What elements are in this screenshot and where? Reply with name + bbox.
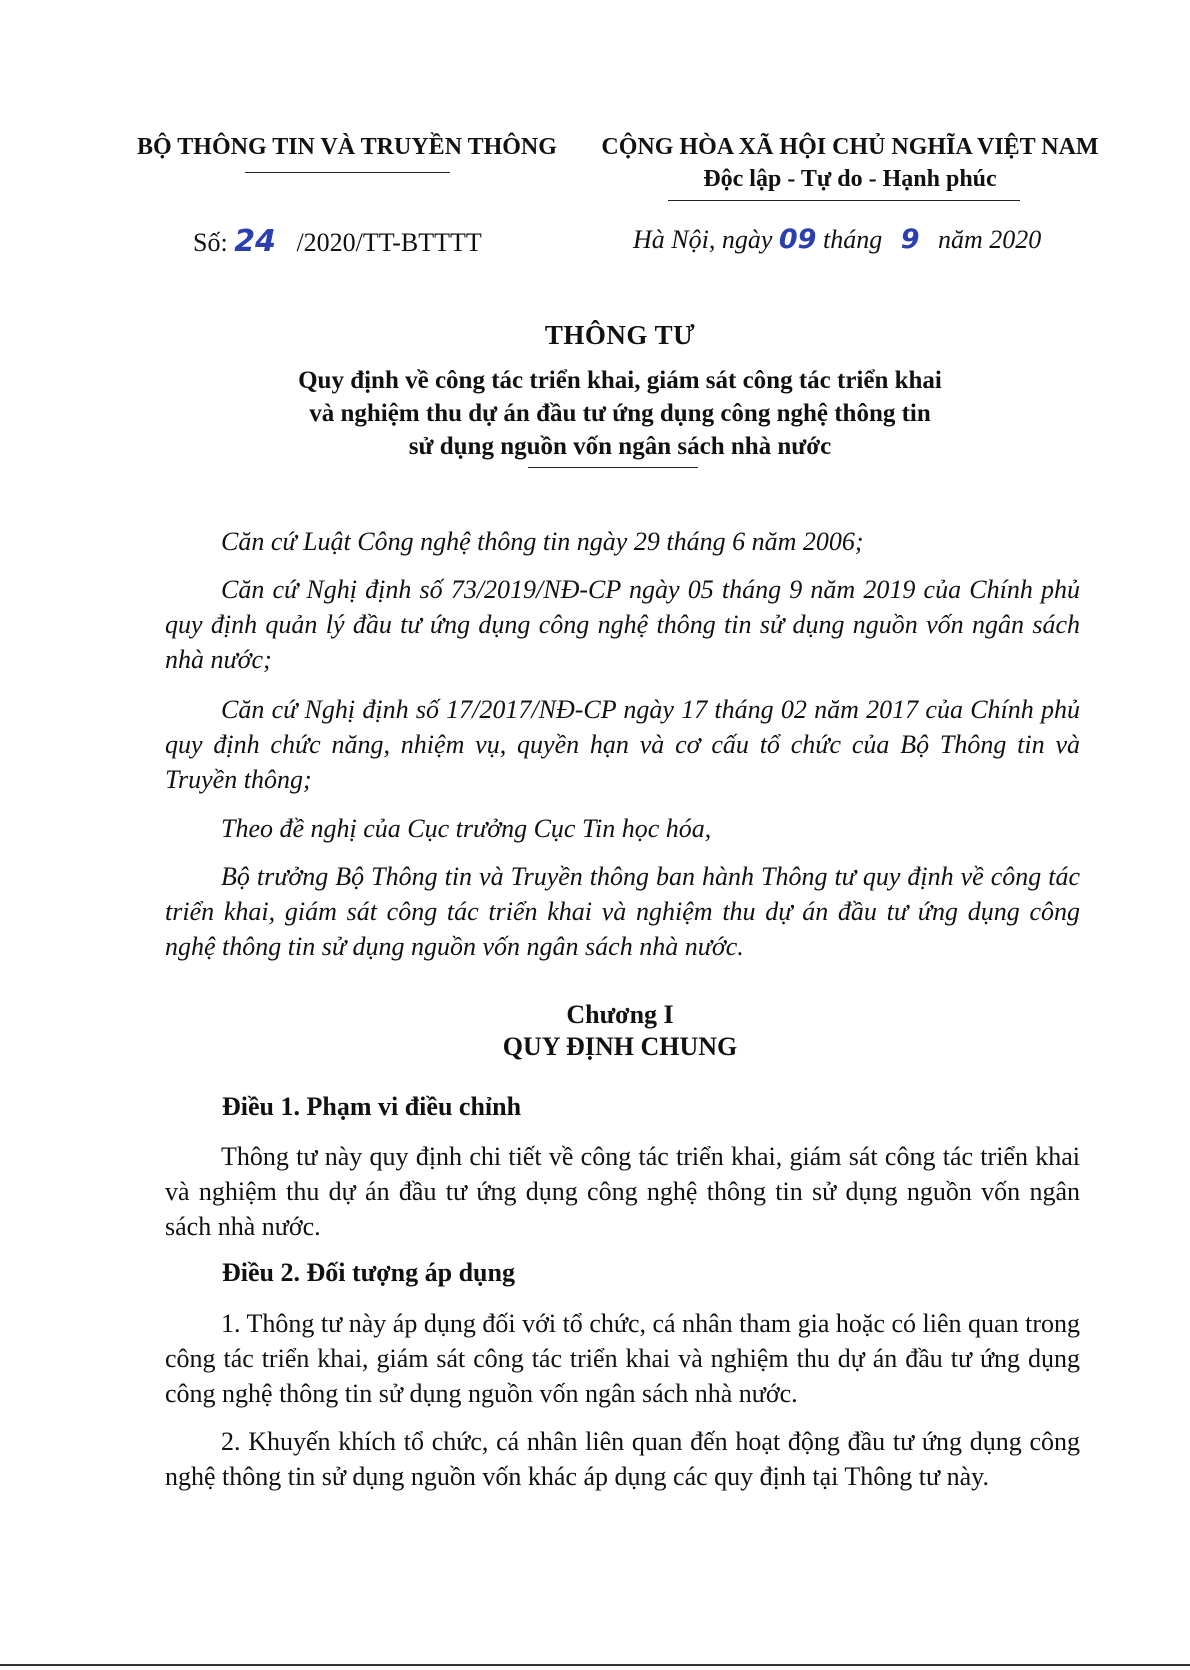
article-paragraph: 1. Thông tư này áp dụng đối với tổ chức, cá nhân tham gia hoặc có liên quan trong công tác triển khai, giám sát công tác triển khai và nghiệm thu dự án đầu tư ứng dụng công nghệ thông tin sử dụng nguồn vốn ngân sách nhà nước.: [165, 1309, 1080, 1408]
chapter-label: Chương I: [566, 1000, 674, 1029]
issue-date: [633, 224, 1041, 255]
date-day-handwritten: 09: [778, 224, 817, 255]
date-year: năm 2020: [938, 225, 1042, 254]
subtitle-line: và nghiệm thu dự án đầu tư ứng dụng công nghệ thông tin: [309, 400, 931, 427]
doc-number-prefix: Số:: [193, 228, 228, 257]
preamble-paragraph: Theo đề nghị của Cục trưởng Cục Tin học hóa,: [221, 814, 712, 843]
ministry-name: BỘ THÔNG TIN VÀ TRUYỀN THÔNG: [137, 134, 557, 160]
preamble-paragraph: Bộ trưởng Bộ Thông tin và Truyền thông ban hành Thông tư quy định về công tác triển khai, giám sát công tác triển khai và nghiệm thu dự án đầu tư ứng dụng công nghệ thông tin sử dụng nguồn vốn ngân sách nhà nước.: [165, 862, 1080, 961]
chapter-name: QUY ĐỊNH CHUNG: [502, 1032, 738, 1061]
motto-underline: [668, 200, 1020, 201]
preamble-paragraph: Căn cứ Nghị định số 73/2019/NĐ-CP ngày 05 tháng 9 năm 2019 của Chính phủ quy định quản lý đầu tư ứng dụng công nghệ thông tin sử dụng nguồn vốn ngân sách nhà nước;: [165, 575, 1080, 674]
article-paragraph: Thông tư này quy định chi tiết về công tác triển khai, giám sát công tác triển khai và nghiệm thu dự án đầu tư ứng dụng công nghệ thông tin sử dụng nguồn vốn ngân sách nhà nước.: [165, 1142, 1080, 1241]
subtitle-line: sử dụng nguồn vốn ngân sách nhà nước: [408, 433, 832, 460]
country-name: CỘNG HÒA XÃ HỘI CHỦ NGHĨA VIỆT NAM: [601, 134, 1099, 160]
page-bottom-edge: [0, 1664, 1190, 1666]
preamble-paragraph: Căn cứ Nghị định số 17/2017/NĐ-CP ngày 17 tháng 02 năm 2017 của Chính phủ quy định chức năng, nhiệm vụ, quyền hạn và cơ cấu tổ chức của Bộ Thông tin và Truyền thông;: [165, 695, 1080, 794]
doc-number-suffix: /2020/TT-BTTTT: [296, 228, 482, 257]
subtitle-underline: [528, 467, 698, 468]
subtitle-line: Quy định về công tác triển khai, giám sát công tác triển khai: [298, 367, 942, 394]
document-subtitle: [0, 364, 1190, 463]
date-month-handwritten: 9: [900, 224, 920, 255]
doc-number-handwritten: 24: [234, 224, 276, 259]
date-month-label: tháng: [822, 225, 883, 254]
ministry-underline: [245, 172, 450, 173]
date-place: Hà Nội, ngày: [633, 225, 773, 254]
article-heading: Điều 2. Đối tượng áp dụng: [222, 1258, 515, 1287]
national-motto: Độc lập - Tự do - Hạnh phúc: [703, 166, 997, 192]
article-paragraph: 2. Khuyến khích tổ chức, cá nhân liên quan đến hoạt động đầu tư ứng dụng công nghệ thông tin sử dụng nguồn vốn khác áp dụng các quy định tại Thông tư này.: [165, 1427, 1080, 1491]
article-heading: Điều 1. Phạm vi điều chỉnh: [222, 1092, 522, 1121]
document-title: THÔNG TƯ: [544, 320, 696, 350]
preamble-paragraph: Căn cứ Luật Công nghệ thông tin ngày 29 tháng 6 năm 2006;: [221, 527, 864, 556]
document-number: [193, 224, 482, 259]
